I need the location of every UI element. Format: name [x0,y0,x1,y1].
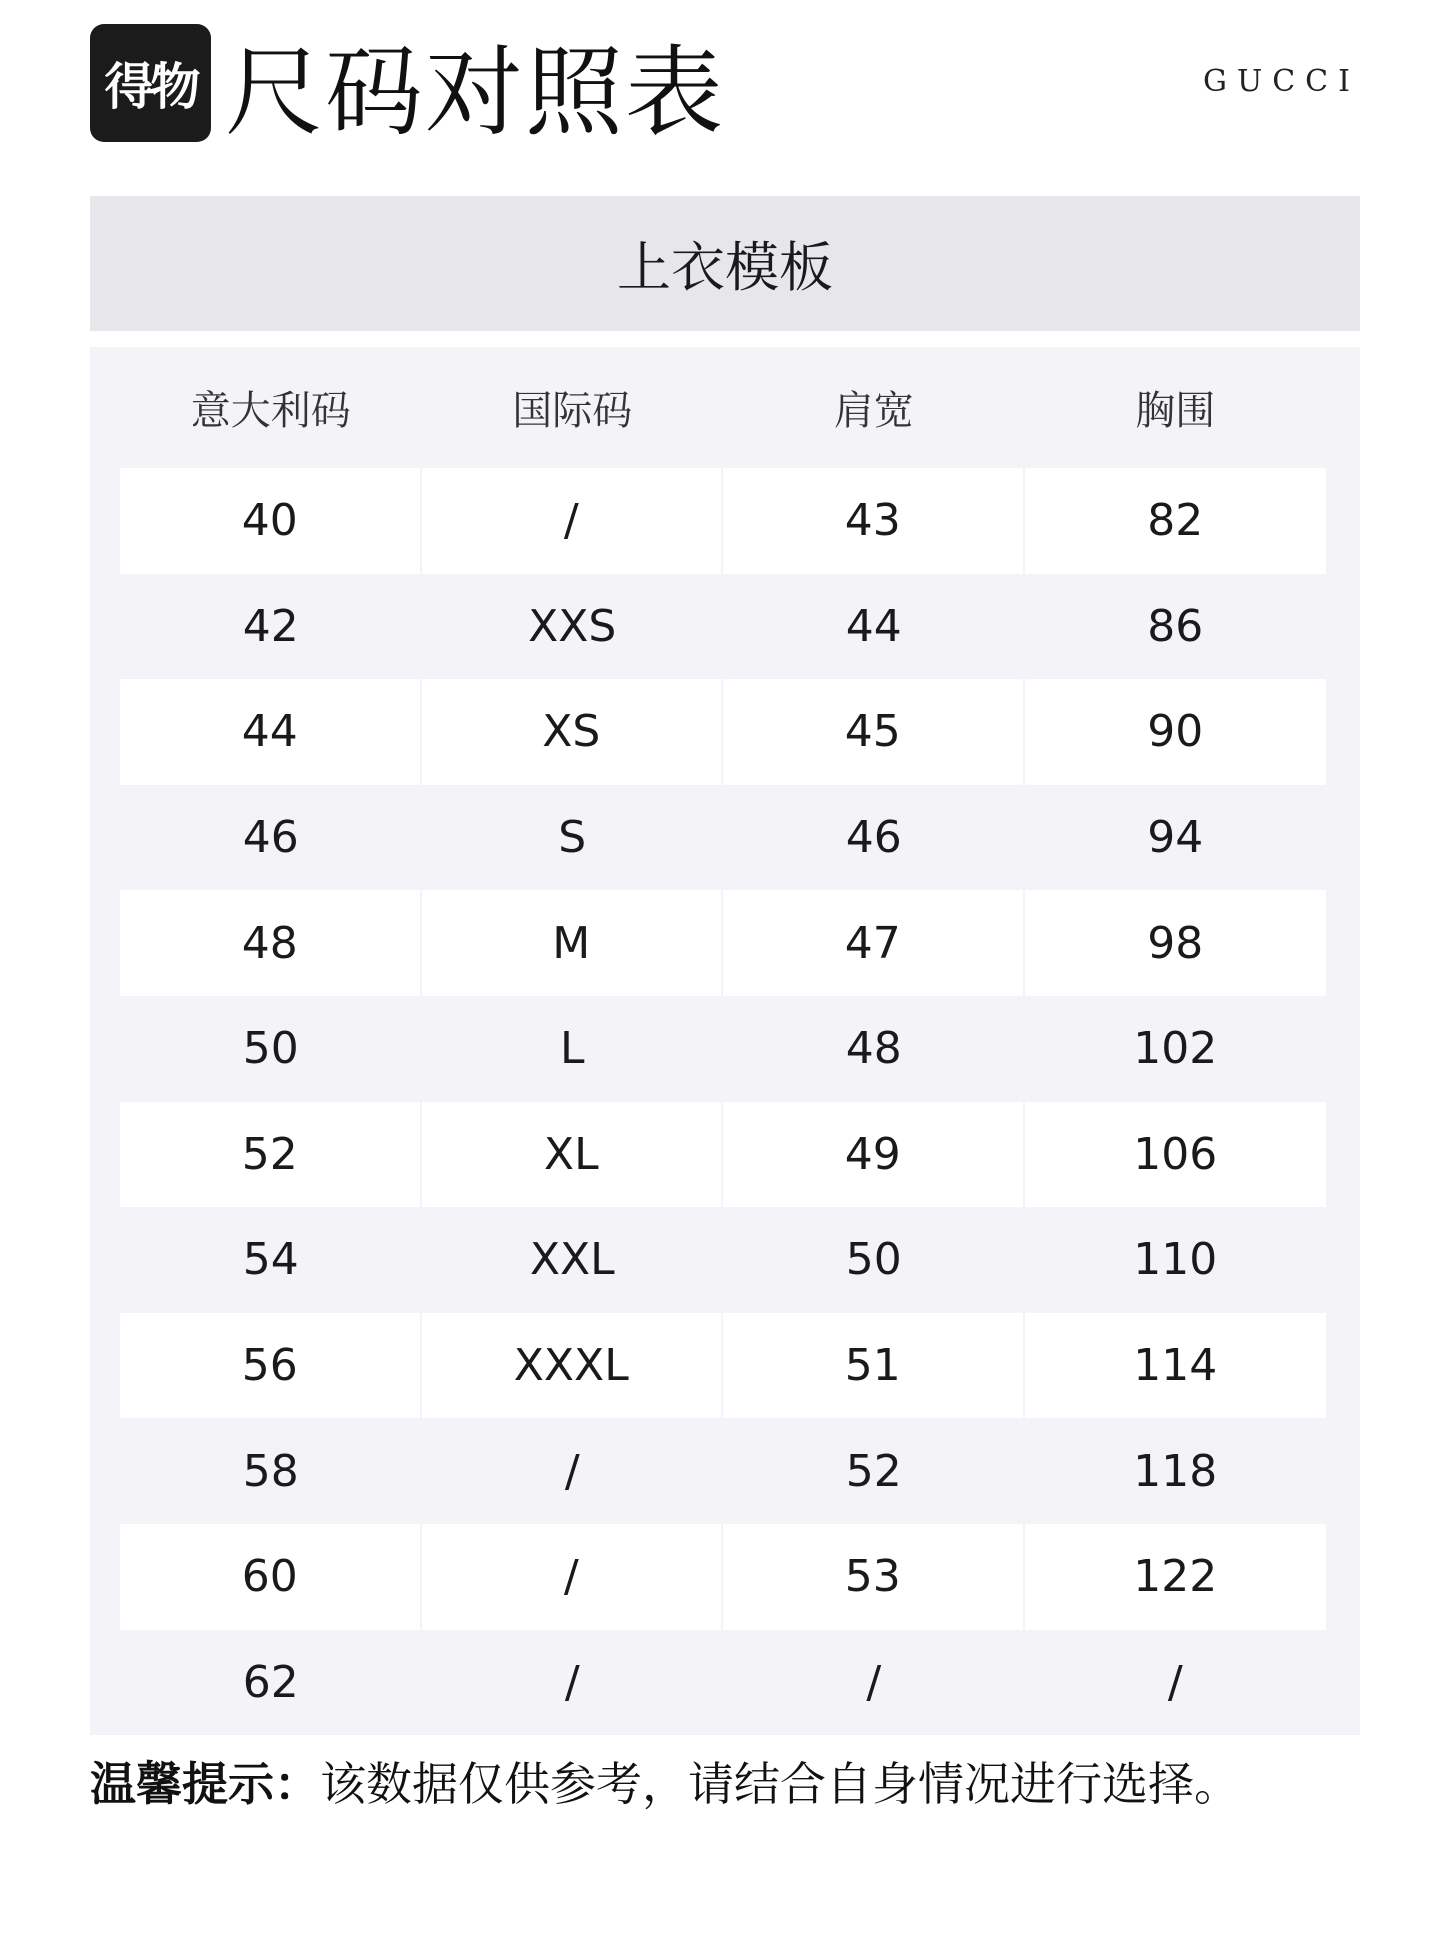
cell-shoulder-width: 44 [845,600,902,652]
cell-chest: 110 [1133,1234,1218,1286]
table-row [120,1524,1326,1630]
cell-intl-size: / [564,1656,580,1708]
cell-italy-size: 54 [242,1234,299,1286]
cell-italy-size: 60 [120,1524,422,1630]
table-row [120,1102,1326,1208]
template-title: 上衣模板 [617,236,833,299]
cell-shoulder-width: / [866,1656,882,1708]
cell-shoulder-width: 51 [723,1313,1025,1419]
table-body [120,468,1326,1735]
table-row [120,574,1326,680]
table-row [120,996,1326,1102]
column-header-shoulder-width: 肩宽 [833,387,914,434]
table-row [120,468,1326,574]
cell-intl-size: L [559,1023,585,1075]
cell-italy-size: 62 [242,1656,299,1708]
tip-label: 温馨提示： [90,1757,320,1811]
cell-intl-size: XXL [529,1234,615,1286]
cell-shoulder-width: 53 [723,1524,1025,1630]
cell-chest: 90 [1025,679,1327,785]
cell-italy-size: 42 [242,600,299,652]
cell-italy-size: 50 [242,1023,299,1075]
table-row [120,1630,1326,1736]
cell-intl-size: S [558,812,587,864]
cell-chest: / [1167,1656,1183,1708]
cell-chest: 122 [1025,1524,1327,1630]
cell-chest: 98 [1025,890,1327,996]
cell-chest: 102 [1133,1023,1218,1075]
cell-chest: 114 [1025,1313,1327,1419]
cell-italy-size: 44 [120,679,422,785]
dewu-logo [90,24,211,142]
cell-italy-size: 56 [120,1313,422,1419]
cell-shoulder-width: 52 [845,1445,902,1497]
cell-intl-size: / [564,1445,580,1497]
cell-italy-size: 40 [120,468,422,574]
logo-text: 得物 [104,58,197,116]
cell-shoulder-width: 46 [845,812,902,864]
cell-shoulder-width: 49 [723,1102,1025,1208]
cell-shoulder-width: 45 [723,679,1025,785]
table-row [120,890,1326,996]
cell-intl-size: / [422,1524,724,1630]
table-row [120,1207,1326,1313]
tip-text: 该数据仅供参考，请结合自身情况进行选择。 [320,1757,1240,1811]
cell-italy-size: 52 [120,1102,422,1208]
cell-chest: 94 [1147,812,1204,864]
table-row [120,1418,1326,1524]
cell-shoulder-width: 47 [723,890,1025,996]
column-header-italy-size: 意大利码 [190,387,351,434]
cell-shoulder-width: 50 [845,1234,902,1286]
template-banner [90,196,1360,331]
cell-chest: 86 [1147,600,1204,652]
page-title: 尺码对照表 [225,36,726,150]
cell-intl-size: XS [422,679,724,785]
cell-intl-size: XL [422,1102,724,1208]
cell-intl-size: / [422,468,724,574]
table-row [120,1313,1326,1419]
tip-note [90,1752,1240,1816]
cell-intl-size: M [422,890,724,996]
column-header-intl-size: 国际码 [512,387,633,434]
cell-chest: 118 [1133,1445,1218,1497]
cell-chest: 82 [1025,468,1327,574]
cell-italy-size: 58 [242,1445,299,1497]
header [90,24,1360,154]
table-header-row [120,347,1326,467]
table-row [120,679,1326,785]
size-table [90,347,1360,1735]
cell-italy-size: 46 [242,812,299,864]
cell-intl-size: XXS [528,600,617,652]
cell-italy-size: 48 [120,890,422,996]
cell-shoulder-width: 43 [723,468,1025,574]
cell-intl-size: XXXL [422,1313,724,1419]
cell-shoulder-width: 48 [845,1023,902,1075]
brand-logo: GUCCI [1202,64,1360,99]
table-row [120,785,1326,891]
column-header-chest: 胸围 [1135,387,1216,434]
cell-chest: 106 [1025,1102,1327,1208]
